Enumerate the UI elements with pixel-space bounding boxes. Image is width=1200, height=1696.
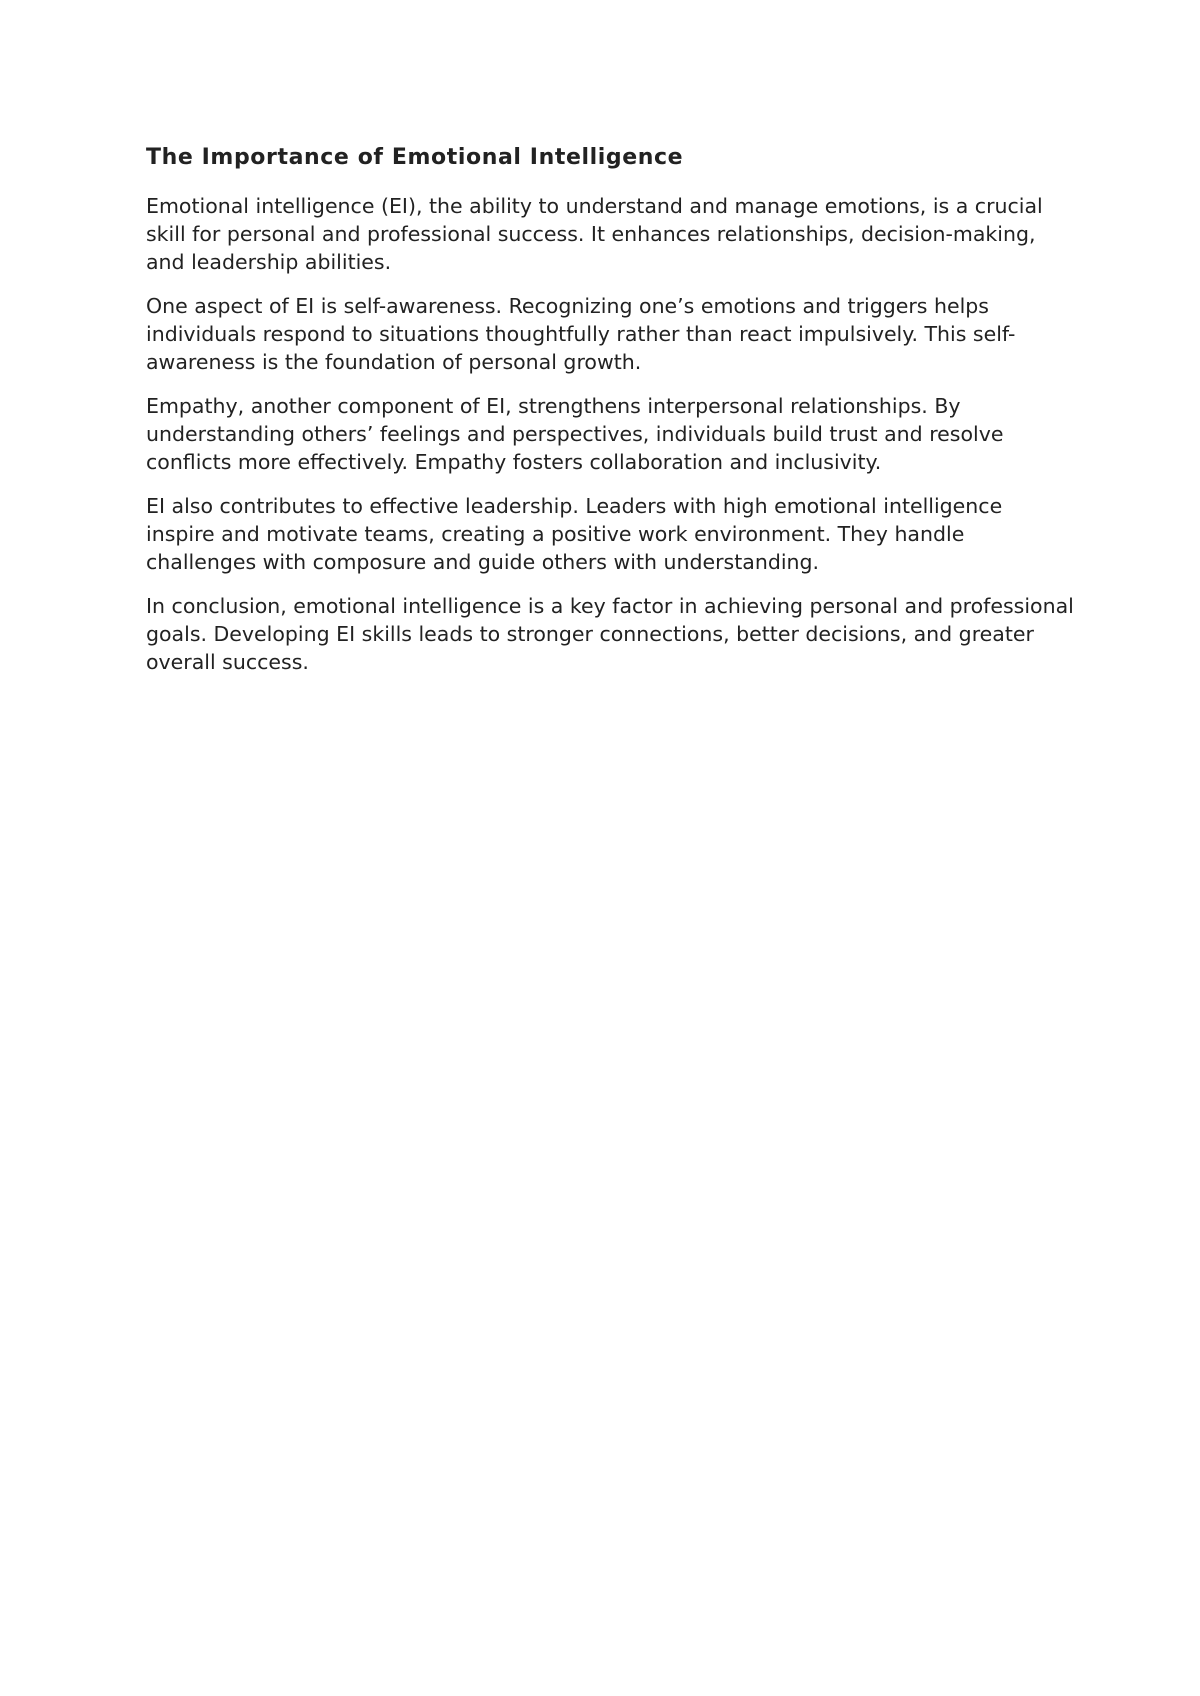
- paragraph-empathy: Empathy, another component of EI, strengthens interpersonal relationships. By understanding others’ feelings and perspectives, individuals build trust and resolve conflicts more effectively. Empathy fosters collaboration and inclusivity.: [146, 394, 1004, 474]
- document-content: [146, 143, 1076, 692]
- document-title: The Importance of Emotional Intelligence: [146, 145, 684, 170]
- paragraph-leadership: EI also contributes to effective leadership. Leaders with high emotional intelligence inspire and motivate teams, creating a positive work environment. They handle challenges with composure and guide others with understanding.: [146, 494, 1003, 574]
- paragraph-intro: Emotional intelligence (EI), the ability to understand and manage emotions, is a crucial skill for personal and professional success. It enhances relationships, decision-making, and leadership abilities.: [146, 194, 1043, 274]
- paragraph-conclusion: In conclusion, emotional intelligence is a key factor in achieving personal and professional goals. Developing EI skills leads to stronger connections, better decisions, and greater overall success.: [146, 594, 1074, 674]
- paragraph-self-awareness: One aspect of EI is self-awareness. Recognizing one’s emotions and triggers helps individuals respond to situations thoughtfully rather than react impulsively. This self-awareness is the foundation of personal growth.: [146, 294, 1016, 374]
